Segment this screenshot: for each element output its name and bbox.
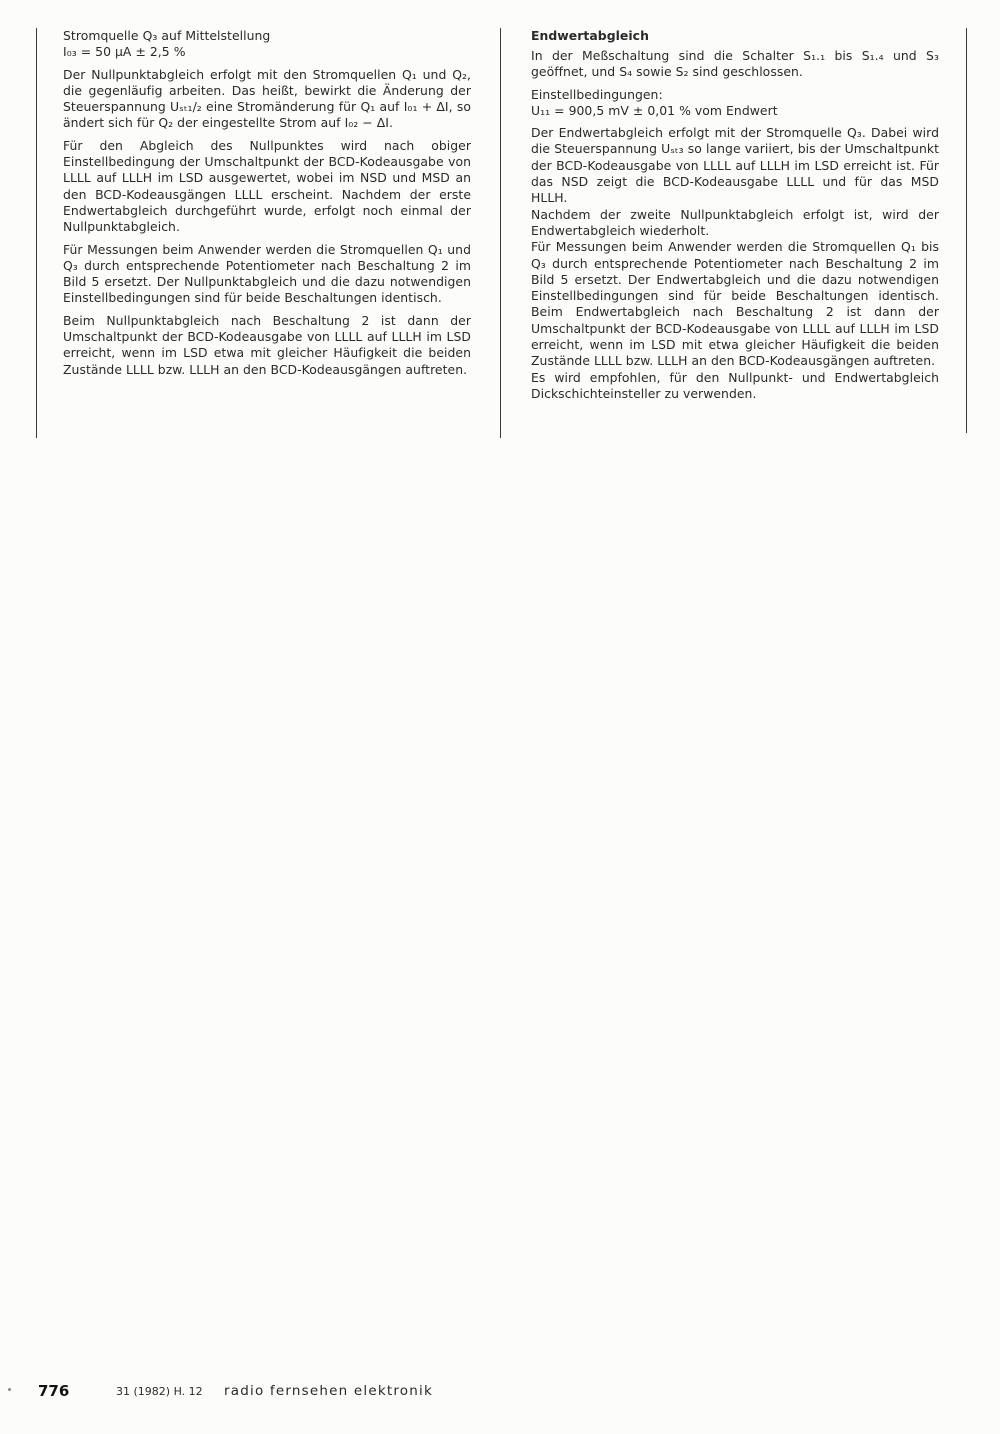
journal-title: radio fernsehen elektronik: [224, 1383, 433, 1399]
page-number: 776: [38, 1382, 70, 1400]
paragraph: Der Endwertabgleich erfolgt mit der Stromquelle Q₃. Dabei wird die Steuerspannung Uₛₜ₃ so lange variiert, bis der Umschaltpunkt der BCD-Kodeausgabe von LLLL auf LLLH im LSD erreicht ist. Für das NSD zeigt die BCD-Kodeausgabe LLLL und für das MSD HLLH.: [531, 125, 939, 206]
subheading-current-source: Stromquelle Q₃ auf Mittelstellung: [63, 28, 271, 43]
paragraph: Für Messungen beim Anwender werden die Stromquellen Q₁ und Q₃ durch entsprechende Potentiometer nach Beschaltung 2 im Bild 5 ersetzt. Der Nullpunktabgleich und die dazu notwendigen Einstellbedingungen sind für beide Beschaltungen identisch.: [63, 241, 471, 306]
paragraph: Beim Nullpunktabgleich nach Beschaltung 2 ist dann der Umschaltpunkt der BCD-Kodeausgabe von LLLL auf LLLH im LSD erreicht, wenn im LSD etwa mit gleicher Häufigkeit die beiden Zustände LLLL bzw. LLLH an den BCD-Kodeausgängen auftreten.: [63, 312, 471, 377]
issue-info: 31 (1982) H. 12: [116, 1385, 203, 1398]
paragraph: Es wird empfohlen, für den Nullpunkt- und Endwertabgleich Dickschichteinsteller zu verwenden.: [531, 369, 939, 401]
paragraph: Für Messungen beim Anwender werden die Stromquellen Q₁ bis Q₃ durch entsprechende Potentiometer nach Beschaltung 2 im Bild 5 ersetzt. Der Endwertabgleich und die dazu notwendigen Einstellbedingungen sind für beide Beschaltungen identisch. Beim Endwertabgleich nach Beschaltung 2 ist dann der Umschaltpunkt der BCD-Kodeausgabe von LLLL auf LLLH im LSD erreicht, wenn im LSD mit etwa gleicher Häufigkeit die beiden Zustände LLLL bzw. LLLH an den BCD-Kodeausgängen auftreten.: [531, 239, 939, 369]
section-heading: Endwertabgleich: [531, 28, 649, 43]
right-column: [531, 28, 939, 402]
column-rule-right: [966, 28, 967, 433]
paragraph: Der Nullpunktabgleich erfolgt mit den Stromquellen Q₁ und Q₂, die gegenläufig arbeiten. Das heißt, bewirkt die Änderung der Steuerspannung Uₛₜ₁/₂ eine Stromänderung für Q₁ auf I₀₁ + ΔI, so ändert sich für Q₂ der eingestellte Strom auf I₀₂ − ΔI.: [63, 66, 471, 131]
left-column: [63, 28, 471, 384]
paragraph: Für den Abgleich des Nullpunktes wird nach obiger Einstellbedingung der Umschaltpunkt der BCD-Kodeausgabe von LLLL auf LLLH im LSD ausgewertet, wobei im NSD und MSD an den BCD-Kodeausgängen LLLL erscheint. Nachdem der erste Endwertabgleich durchgeführt wurde, erfolgt noch einmal der Nullpunktabgleich.: [63, 137, 471, 235]
paragraph: In der Meßschaltung sind die Schalter S₁.₁ bis S₁.₄ und S₃ geöffnet, und S₄ sowie S₂ sind geschlossen.: [531, 48, 939, 80]
paragraph: Nachdem der zweite Nullpunktabgleich erfolgt ist, wird der Endwertabgleich wiederholt.: [531, 206, 939, 238]
column-rule-left: [36, 28, 37, 438]
column-rule-middle: [500, 28, 501, 438]
label-settings: Einstellbedingungen:: [531, 86, 663, 102]
formula-iq3: I₀₃ = 50 μA ± 2,5 %: [63, 44, 186, 60]
formula-u11: U₁₁ = 900,5 mV ± 0,01 % vom Endwert: [531, 102, 778, 118]
page-speck: [8, 1388, 11, 1391]
